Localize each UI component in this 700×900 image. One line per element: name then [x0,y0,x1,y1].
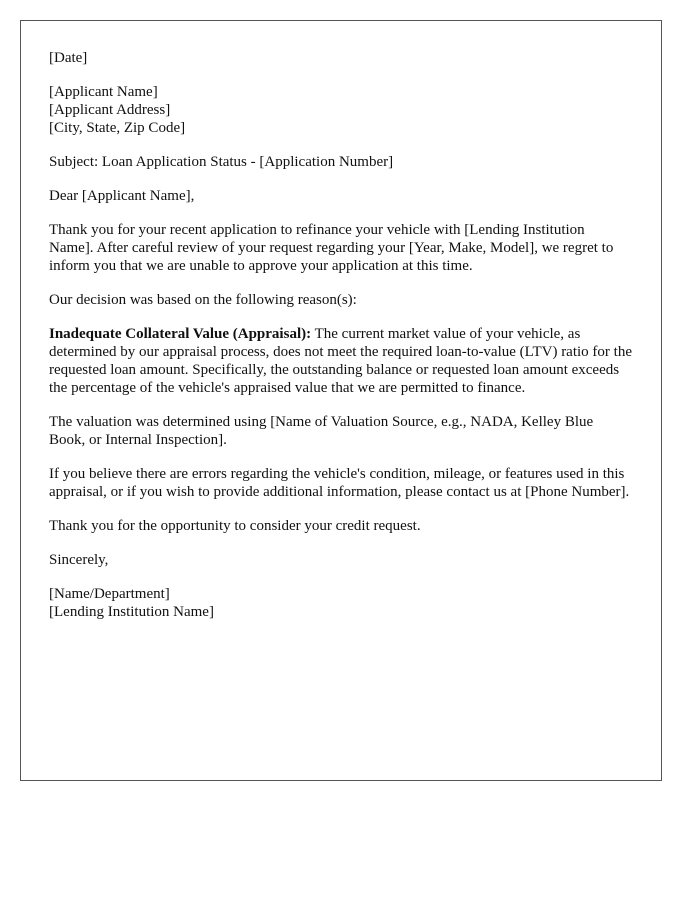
reasons-intro: Our decision was based on the following reason(s): [49,292,357,308]
reason-title: Inadequate Collateral Value (Appraisal): [49,326,312,342]
recipient-block [49,83,632,137]
date: [Date] [49,50,88,66]
signature-institution: [Lending Institution Name] [49,604,214,620]
intro-paragraph: Thank you for your recent application to refinance your vehicle with [Lending Institution Name]. After careful review of your request regarding your [Year, Make, Model], we regret to inform you that we are unable to approve your application at this time. [49,222,614,274]
thanks-paragraph: Thank you for the opportunity to consider your credit request. [49,518,421,534]
reason-text: The current market value of your vehicle, as determined by our appraisal process, does not meet the required loan-to-value (LTV) ratio for the requested loan amount. Specifically, the outstanding balance or requested loan amount exceeds the percentage of the vehicle's appraised value that we are permitted to finance. [49,326,632,396]
recipient-city: [City, State, Zip Code] [49,120,186,136]
valuation-paragraph: The valuation was determined using [Name of Valuation Source, e.g., NADA, Kelley Blue Book, or Internal Inspection]. [49,414,594,448]
recipient-name: [Applicant Name] [49,84,158,100]
signature-block [49,585,632,621]
recipient-address: [Applicant Address] [49,102,171,118]
subject-line: Subject: Loan Application Status - [Application Number] [49,154,394,170]
letter [20,20,662,781]
closing: Sincerely, [49,552,109,568]
salutation: Dear [Applicant Name], [49,188,195,204]
signature-name: [Name/Department] [49,586,170,602]
reason-paragraph [49,325,632,397]
contact-paragraph: If you believe there are errors regarding the vehicle's condition, mileage, or features used in this appraisal, or if you wish to provide additional information, please contact us at [Phone Number]. [49,466,630,500]
